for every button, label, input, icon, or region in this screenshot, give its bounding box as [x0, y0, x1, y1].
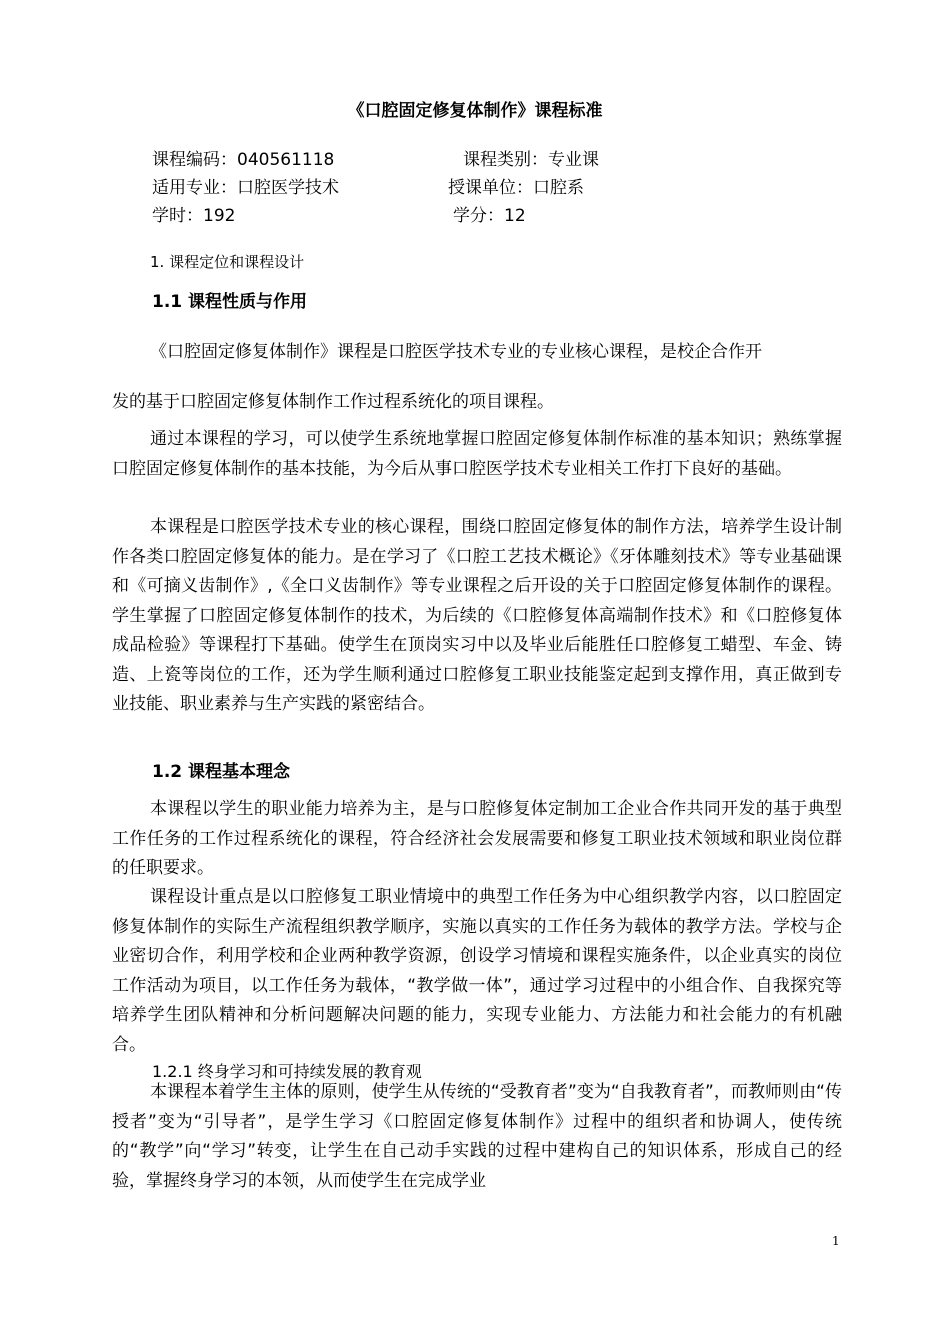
course-hours: 学时：192 [152, 206, 236, 226]
course-code: 课程编码：040561118 [152, 150, 335, 170]
paragraph-1-line-2: 发的基于口腔固定修复体制作工作过程系统化的项目课程。 [112, 392, 554, 412]
course-major: 适用专业：口腔医学技术 [152, 178, 339, 198]
paragraph-5-text: 课程设计重点是以口腔修复工职业情境中的典型工作任务为中心组织教学内容，以口腔固定修复体制作的实际生产流程组织教学顺序，实施以真实的工作任务为载体的教学方法。学校与企业密切合作，利用学校和企业两种教学资源，创设学习情境和课程实施条件，以企业真实的岗位工作活动为项目，以工作任务为载体，“教学做一体”，通过学习过程中的小组合作、自我探究等培养学生团队精神和分析问题解决问题的能力，实现专业能力、方法能力和社会能力的有机融合。 [112, 887, 842, 1055]
course-dept: 授课单位：口腔系 [448, 178, 584, 198]
paragraph-4 [112, 795, 842, 884]
heading-1-1: 1.1 课程性质与作用 [152, 292, 308, 312]
paragraph-2-text: 通过本课程的学习，可以使学生系统地掌握口腔固定修复体制作标准的基本知识；熟练掌握口腔固定修复体制作的基本技能，为今后从事口腔医学技术专业相关工作打下良好的基础。 [112, 429, 842, 479]
paragraph-4-text: 本课程以学生的职业能力培养为主，是与口腔修复体定制加工企业合作共同开发的基于典型工作任务的工作过程系统化的课程，符合经济社会发展需要和修复工职业技术领域和职业岗位群的任职要求。 [112, 799, 842, 878]
section-heading-1: 1. 课程定位和课程设计 [150, 253, 305, 271]
heading-1-2: 1.2 课程基本理念 [152, 762, 291, 782]
course-credits: 学分：12 [453, 206, 526, 226]
paragraph-1-cont [112, 388, 842, 418]
paragraph-3-text: 本课程是口腔医学技术专业的核心课程，围绕口腔固定修复体的制作方法，培养学生设计制作各类口腔固定修复体的能力。是在学习了《口腔工艺技术概论》《牙体雕刻技术》等专业基础课和《可摘义齿制作》,《全口义齿制作》等专业课程之后开设的关于口腔固定修复体制作的课程。学生掌握了口腔固定修复体制作的技术，为后续的《口腔修复体高端制作技术》和《口腔修复体成品检验》等课程打下基础。使学生在顶岗实习中以及毕业后能胜任口腔修复工蜡型、车金、铸造、上瓷等岗位的工作，还为学生顺利通过口腔修复工职业技能鉴定起到支撑作用，真正做到专业技能、职业素养与生产实践的紧密结合。 [112, 517, 842, 714]
page-number: 1 [832, 1234, 840, 1248]
course-category: 课程类别：专业课 [463, 150, 599, 170]
paragraph-2 [112, 425, 842, 484]
paragraph-3 [112, 513, 842, 720]
paragraph-6 [112, 1078, 842, 1196]
paragraph-5 [112, 883, 842, 1060]
paragraph-1 [112, 338, 842, 368]
document-title: 《口腔固定修复体制作》课程标准 [347, 101, 603, 121]
paragraph-6-text: 本课程本着学生主体的原则，使学生从传统的“受教育者”变为“自我教育者”，而教师则由“传授者”变为“引导者”，是学生学习《口腔固定修复体制作》过程中的组织者和协调人，使传统的“教学”向“学习”转变，让学生在自己动手实践的过程中建构自己的知识体系，形成自己的经验，掌握终身学习的本领，从而使学生在完成学业 [112, 1082, 842, 1191]
heading-1-2-1: 1.2.1 终身学习和可持续发展的教育观 [152, 1062, 422, 1081]
paragraph-1-line-1: 《口腔固定修复体制作》课程是口腔医学技术专业的专业核心课程，是校企合作开 [150, 342, 762, 362]
